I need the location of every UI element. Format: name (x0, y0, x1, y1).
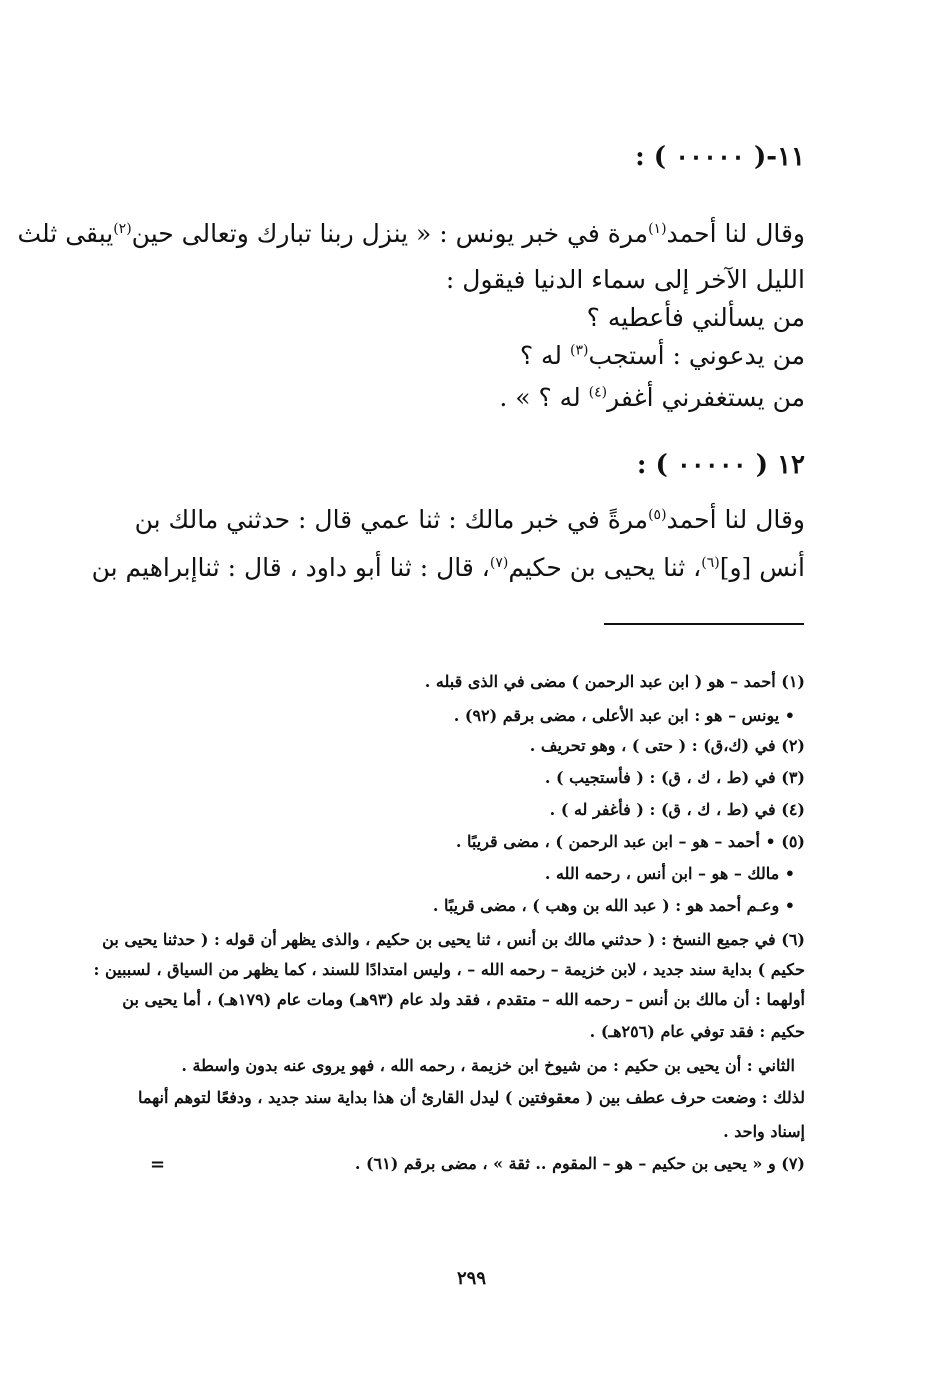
text-run: له ؟ (519, 341, 570, 370)
hadith-11-line-2 (446, 262, 805, 298)
text-run: يبقى ثلث (17, 219, 114, 248)
footnote-2: (٢) في (ك،ق) : ( حتى ) ، وهو تحريف . (529, 736, 805, 755)
footnote-6-line-1: (٦) في جميع النسخ : ( حدثني مالك بن أنس ، ثنا يحيى بن حكيم ، والذى يظهر أن قوله : ( حدثنا يحيى بن (102, 930, 805, 949)
hadith-12-line-1 (134, 502, 805, 538)
hadith-11-line-1-part-a: وقال لنا أحمد(١) (648, 216, 805, 252)
text-run: الليل الآخر إلى سماء الدنيا فيقول : (445, 265, 805, 294)
footnote-7: (٧) و « يحيى بن حكيم – هو – المقوم .. ثقة » ، مضى برقم (٦١) . (354, 1154, 805, 1173)
hadith-12-line-1-part-b: مرةً في خبر مالك : ثنا عمي قال : حدثني مالك بن (134, 505, 649, 534)
hadith-12-line-2-part-a: أنس [و](٦) (701, 550, 805, 586)
footnote-6-line-7: إسناد واحد . (723, 1122, 805, 1141)
text-run: من يدعوني : أستجب (588, 341, 805, 370)
hadith-11-line-3 (587, 300, 805, 336)
text-run: من يسألني فأعطيه ؟ (586, 303, 805, 332)
hadith-12-line-1-part-a: وقال لنا أحمد(٥) (648, 502, 805, 538)
hadith-12-line-2-part-b: ، ثنا يحيى بن حكيم(٧) (490, 550, 701, 586)
footnote-6-line-5: الثاني : أن يحيى بن حكيم : من شيوخ ابن خزيمة ، رحمه الله ، فهو يروى عنه بدون واسطة . (181, 1056, 795, 1075)
footnote-1-sub: • يونس – هو : ابن عبد الأعلى ، مضى برقم (٩٢) . (453, 706, 795, 725)
hadith-12-line-2-part-c: ، قال : ثنا أبو داود ، قال : ثناإبراهيم بن (91, 553, 490, 582)
footnote-6-line-4: حكيم : فقد توفي عام (٢٥٦هـ) . (589, 1022, 805, 1041)
footnote-1: (١) أحمد – هو ( ابن عبد الرحمن ) مضى في الذى قبله . (424, 672, 805, 691)
text-run: أنس [و] (719, 553, 805, 582)
footnote-ref-3[interactable]: (٣) (570, 342, 589, 359)
footnote-3: (٣) في (ط ، ك ، ق) : ( فأستجيب ) . (544, 768, 805, 787)
footnote-6-line-6: لذلك : وضعت حرف عطف بين ( معقوفتين ) ليدل القارئ أن هذا بداية سند جديد ، ودفعًا لتوهم أنهما (138, 1088, 805, 1107)
text-run: من يستغفرني أغفر (607, 383, 805, 412)
text-run: وقال لنا أحمد (666, 219, 805, 248)
page-number: ٢٩٩ (456, 1268, 486, 1289)
hadith-heading-11-text: ١١-( ٠٠٠٠٠ ) : (635, 142, 805, 172)
continuation-mark: = (150, 1154, 166, 1175)
text-run: وقال لنا أحمد (666, 505, 805, 534)
hadith-11-line-1-part-b: مرة في خبر يونس : « ينزل ربنا تبارك وتعالى حين (131, 219, 649, 248)
text-run: ، ثنا يحيى بن حكيم (508, 553, 702, 582)
hadith-heading-11 (635, 140, 805, 174)
footnote-5-sub-2: • وعـم أحمد هو : ( عبد الله بن وهب ) ، مضى قريبًا . (432, 896, 795, 915)
footnote-separator (604, 623, 804, 625)
footnote-5: (٥) • أحمد – هو – ابن عبد الرحمن ) ، مضى قريبًا . (455, 832, 805, 851)
hadith-11-line-1-part-c: (٢)يبقى ثلث (17, 216, 131, 252)
hadith-12-line-2 (91, 550, 805, 586)
footnote-ref-4[interactable]: (٤) (588, 384, 608, 401)
footnote-4: (٤) في (ط ، ك ، ق) : ( فأغفر له ) . (549, 800, 805, 819)
hadith-11-line-5 (499, 380, 805, 416)
footnote-6-line-2: حكيم ) بداية سند جديد ، لابن خزيمة – رحمه الله – ، وليس امتدادًا للسند ، كما يظهر من السياق ، لسببين : (93, 960, 805, 979)
footnote-5-sub-1: • مالك – هو – ابن أنس ، رحمه الله . (544, 864, 795, 883)
hadith-11-line-1 (17, 216, 805, 252)
hadith-11-line-4 (520, 338, 805, 374)
text-run: له ؟ » . (499, 383, 589, 412)
footnote-6-line-3: أولهما : أن مالك بن أنس – رحمه الله – متقدم ، فقد ولد عام (٩٣هـ) ومات عام (١٧٩هـ) ، أما يحيى بن (122, 990, 805, 1009)
hadith-heading-12 (637, 448, 805, 482)
hadith-heading-12-text: ١٢ ( ٠٠٠٠٠ ) : (636, 450, 805, 480)
